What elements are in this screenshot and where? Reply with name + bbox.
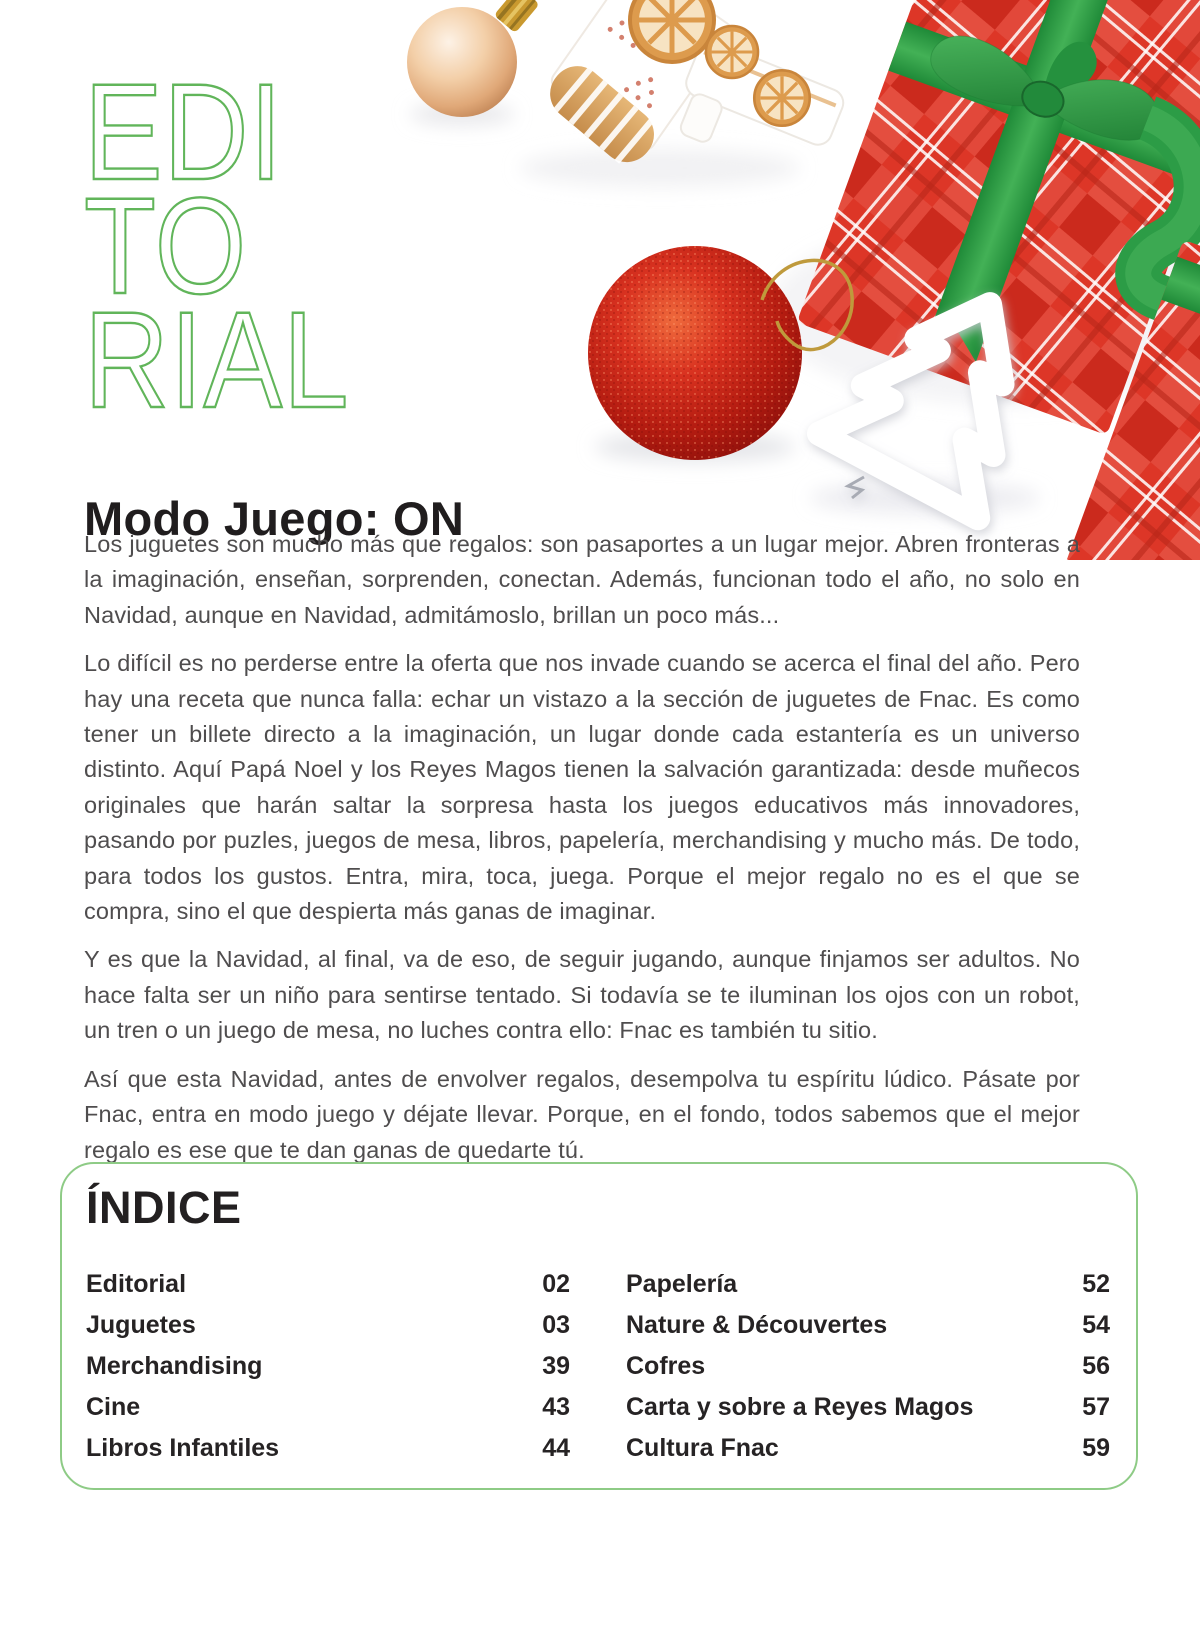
gold-ornament (407, 0, 540, 117)
toc-label: Libros Infantiles (86, 1434, 280, 1462)
editorial-title (84, 56, 393, 437)
editorial-paragraph: Los juguetes son mucho más que regalos: son pasaportes a un lugar mejor. Abren fronteras a la imaginación, enseñan, sorprenden, conectan. Además, funcionan todo el año, no solo en Navidad, aunque en Navidad, admitámoslo, brillan un poco más... (84, 531, 1080, 628)
editorial-title-line: TO (84, 170, 248, 323)
toc-row-carta-reyes-magos[interactable] (626, 1393, 1110, 1434)
toc-label: Nature & Découvertes (626, 1311, 888, 1339)
toc-row-cofres[interactable] (626, 1352, 1110, 1393)
page-heading: Modo Juego: ON (84, 492, 465, 546)
toc-row-cultura-fnac[interactable] (626, 1434, 1110, 1475)
toc-page-number: 54 (1082, 1311, 1110, 1339)
toc-column-left (86, 1270, 570, 1475)
toc-label: Cofres (626, 1352, 706, 1380)
toc-row-libros-infantiles[interactable] (86, 1434, 570, 1475)
toc-page-number: 03 (542, 1311, 570, 1339)
toc-page-number: 57 (1082, 1393, 1110, 1421)
toc-page-number: 02 (542, 1270, 570, 1298)
index-title: ÍNDICE (86, 1182, 242, 1233)
editorial-paragraph: Así que esta Navidad, antes de envolver regalos, desempolva tu espíritu lúdico. Pásate por Fnac, entra en modo juego y déjate llevar. Porque, en el fondo, todos sabemos que el mejor regalo es ese que te dan ganas de quedarte tú. (84, 1065, 1080, 1163)
editorial-paragraph: Lo difícil es no perderse entre la oferta que nos invade cuando se acerca el final del año. Pero hay una receta que nunca falla: echar un vistazo a la sección de juguetes de Fnac. Es como tener un billete directo a la imaginación, un lugar donde cada estantería es un universo distinto. Aquí Papá Noel y los Reyes Magos tienen la salvación garantizada: desde muñecos originales que harán saltar la sorpresa hasta los juegos educativos más innovadores, pasando por puzles, juegos de mesa, libros, papelería, merchandising y mucho más. De todo, para todos los gustos. Entra, mira, toca, juega. Porque el mejor regalo no es el que se compra, sino el que despierta más ganas de imaginar. (84, 650, 1080, 925)
toc-row-nature-decouvertes[interactable] (626, 1311, 1110, 1352)
toc-label: Juguetes (86, 1311, 196, 1339)
toc-row-editorial[interactable] (86, 1270, 570, 1311)
toc-page-number: 43 (542, 1393, 570, 1421)
index-box (60, 1162, 1138, 1490)
toc-label: Carta y sobre a Reyes Magos (626, 1393, 974, 1421)
toc-label: Cultura Fnac (626, 1434, 779, 1462)
toc-label: Papelería (626, 1270, 738, 1298)
toc-label: Merchandising (86, 1352, 263, 1380)
toc-page-number: 44 (542, 1434, 570, 1462)
toc-row-papeleria[interactable] (626, 1270, 1110, 1311)
editorial-body (84, 527, 1080, 1181)
toc-page-number: 59 (1082, 1434, 1110, 1462)
toc-label: Editorial (86, 1270, 187, 1298)
toc-label: Cine (86, 1393, 141, 1421)
toc-row-merchandising[interactable] (86, 1352, 570, 1393)
toc-row-juguetes[interactable] (86, 1311, 570, 1352)
table-of-contents (86, 1270, 1110, 1475)
toc-page-number: 39 (542, 1352, 570, 1380)
toc-row-cine[interactable] (86, 1393, 570, 1434)
toc-column-right (626, 1270, 1110, 1475)
toc-page-number: 56 (1082, 1352, 1110, 1380)
toc-page-number: 52 (1082, 1270, 1110, 1298)
wooden-toy-train (539, 0, 847, 280)
editorial-title-line: EDI (84, 56, 283, 209)
editorial-title-line: RIAL (84, 284, 350, 437)
editorial-paragraph: Y es que la Navidad, al final, va de eso, de seguir jugando, aunque finjamos ser adultos. No hace falta ser un niño para sentirse tentado. Si todavía se te iluminan los ojos con un robot, un tren o un juego de mesa, no luches contra ello: Fnac es también tu sitio. (84, 946, 1080, 1044)
